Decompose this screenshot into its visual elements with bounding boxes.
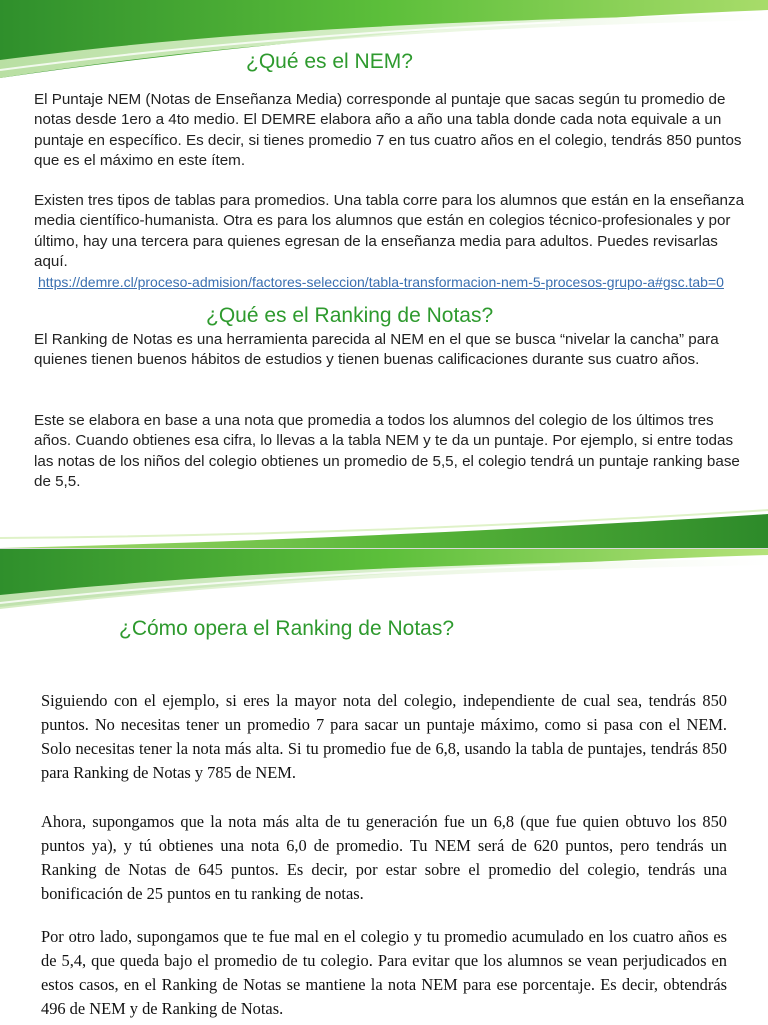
paragraph-ranking-calculation: Este se elabora en base a una nota que promedia a todos los alumnos del colegio de los últimos tres años. Cuando obtienes esa cifra, lo llevas a la tabla NEM y te da un puntaje. Por ejemplo, si entre todas las notas de los niños del colegio obtienes un promedio de 5,5, el colegio tendrá un puntaje ranking base de 5,5. [34,412,740,491]
paragraph-ranking-definition: El Ranking de Notas es una herramienta parecida al NEM en el que se busca “nivelar la cancha” para quienes tienen buenos hábitos de estudios y tienen buenas calificaciones durante sus cuatro años. [34,331,719,369]
green-footer-decoration [0,508,768,548]
slide-2 [0,548,768,1025]
paragraph-example-bonus: Ahora, supongamos que la nota más alta de tu generación fue un 6,8 (que fue quien obtuvo los 850 puntos ya), y tú obtienes una nota 6,0 de promedio. Tu NEM será de 620 puntos, pero tendrás un Ranking de Notas de 645 puntos. Es decir, por estar sobre el promedio del colegio, tendrás una bonificación de 25 puntos en tu ranking de notas. [41,812,727,903]
paragraph-table-types-text: Existen tres tipos de tablas para promedios. Una tabla corre para los alumnos que están en la enseñanza media científico-humanista. Otra es para los alumnos que están en colegios técnico-profesionales y por último, hay una tercera para quienes egresan de la enseñanza media para adultos. Puedes revisarlas aquí. [34,192,745,271]
demre-link[interactable]: https://demre.cl/proceso-admision/factores-seleccion/tabla-transformacion-nem-5-procesos-grupo-a#gsc.tab=0 [38,273,724,290]
title-how-ranking-works: ¿Cómo opera el Ranking de Notas? [119,617,455,640]
paragraph-example-max: Siguiendo con el ejemplo, si eres la mayor nota del colegio, independiente de cual sea, tendrás 850 puntos. No necesitas tener un promedio 7 para sacar un puntaje máximo, como si pasa con el NEM. Solo necesitas tener la nota más alta. Si tu promedio fue de 6,8, usando la tabla de puntajes, tendrás 850 para Ranking de Notas y 785 de NEM. [41,691,727,782]
title-ranking: ¿Qué es el Ranking de Notas? [206,304,494,327]
paragraph-nem-definition: El Puntaje NEM (Notas de Enseñanza Media) corresponde al puntaje que sacas según tu promedio de notas desde 1ero a 4to medio. El DEMRE elabora año a año una tabla donde cada nota equivale a un puntaje en específico. Es decir, si tienes promedio 7 en tus cuatro años en el colegio, tendrás 850 puntos que es el máximo en este ítem. [34,91,742,170]
title-nem: ¿Qué es el NEM? [246,50,413,73]
green-swoosh-decoration-2 [0,549,768,619]
paragraph-table-types [34,191,746,293]
green-swoosh-decoration [0,0,768,90]
paragraph-example-below-average: Por otro lado, supongamos que te fue mal en el colegio y tu promedio acumulado en los cuatro años es de 5,4, que queda bajo el promedio de tu colegio. Para evitar que los alumnos se vean perjudicados en estos casos, en el Ranking de Notas se mantiene la nota NEM para ese porcentaje. Es decir, obtendrás 496 de NEM y de Ranking de Notas. [41,927,727,1018]
